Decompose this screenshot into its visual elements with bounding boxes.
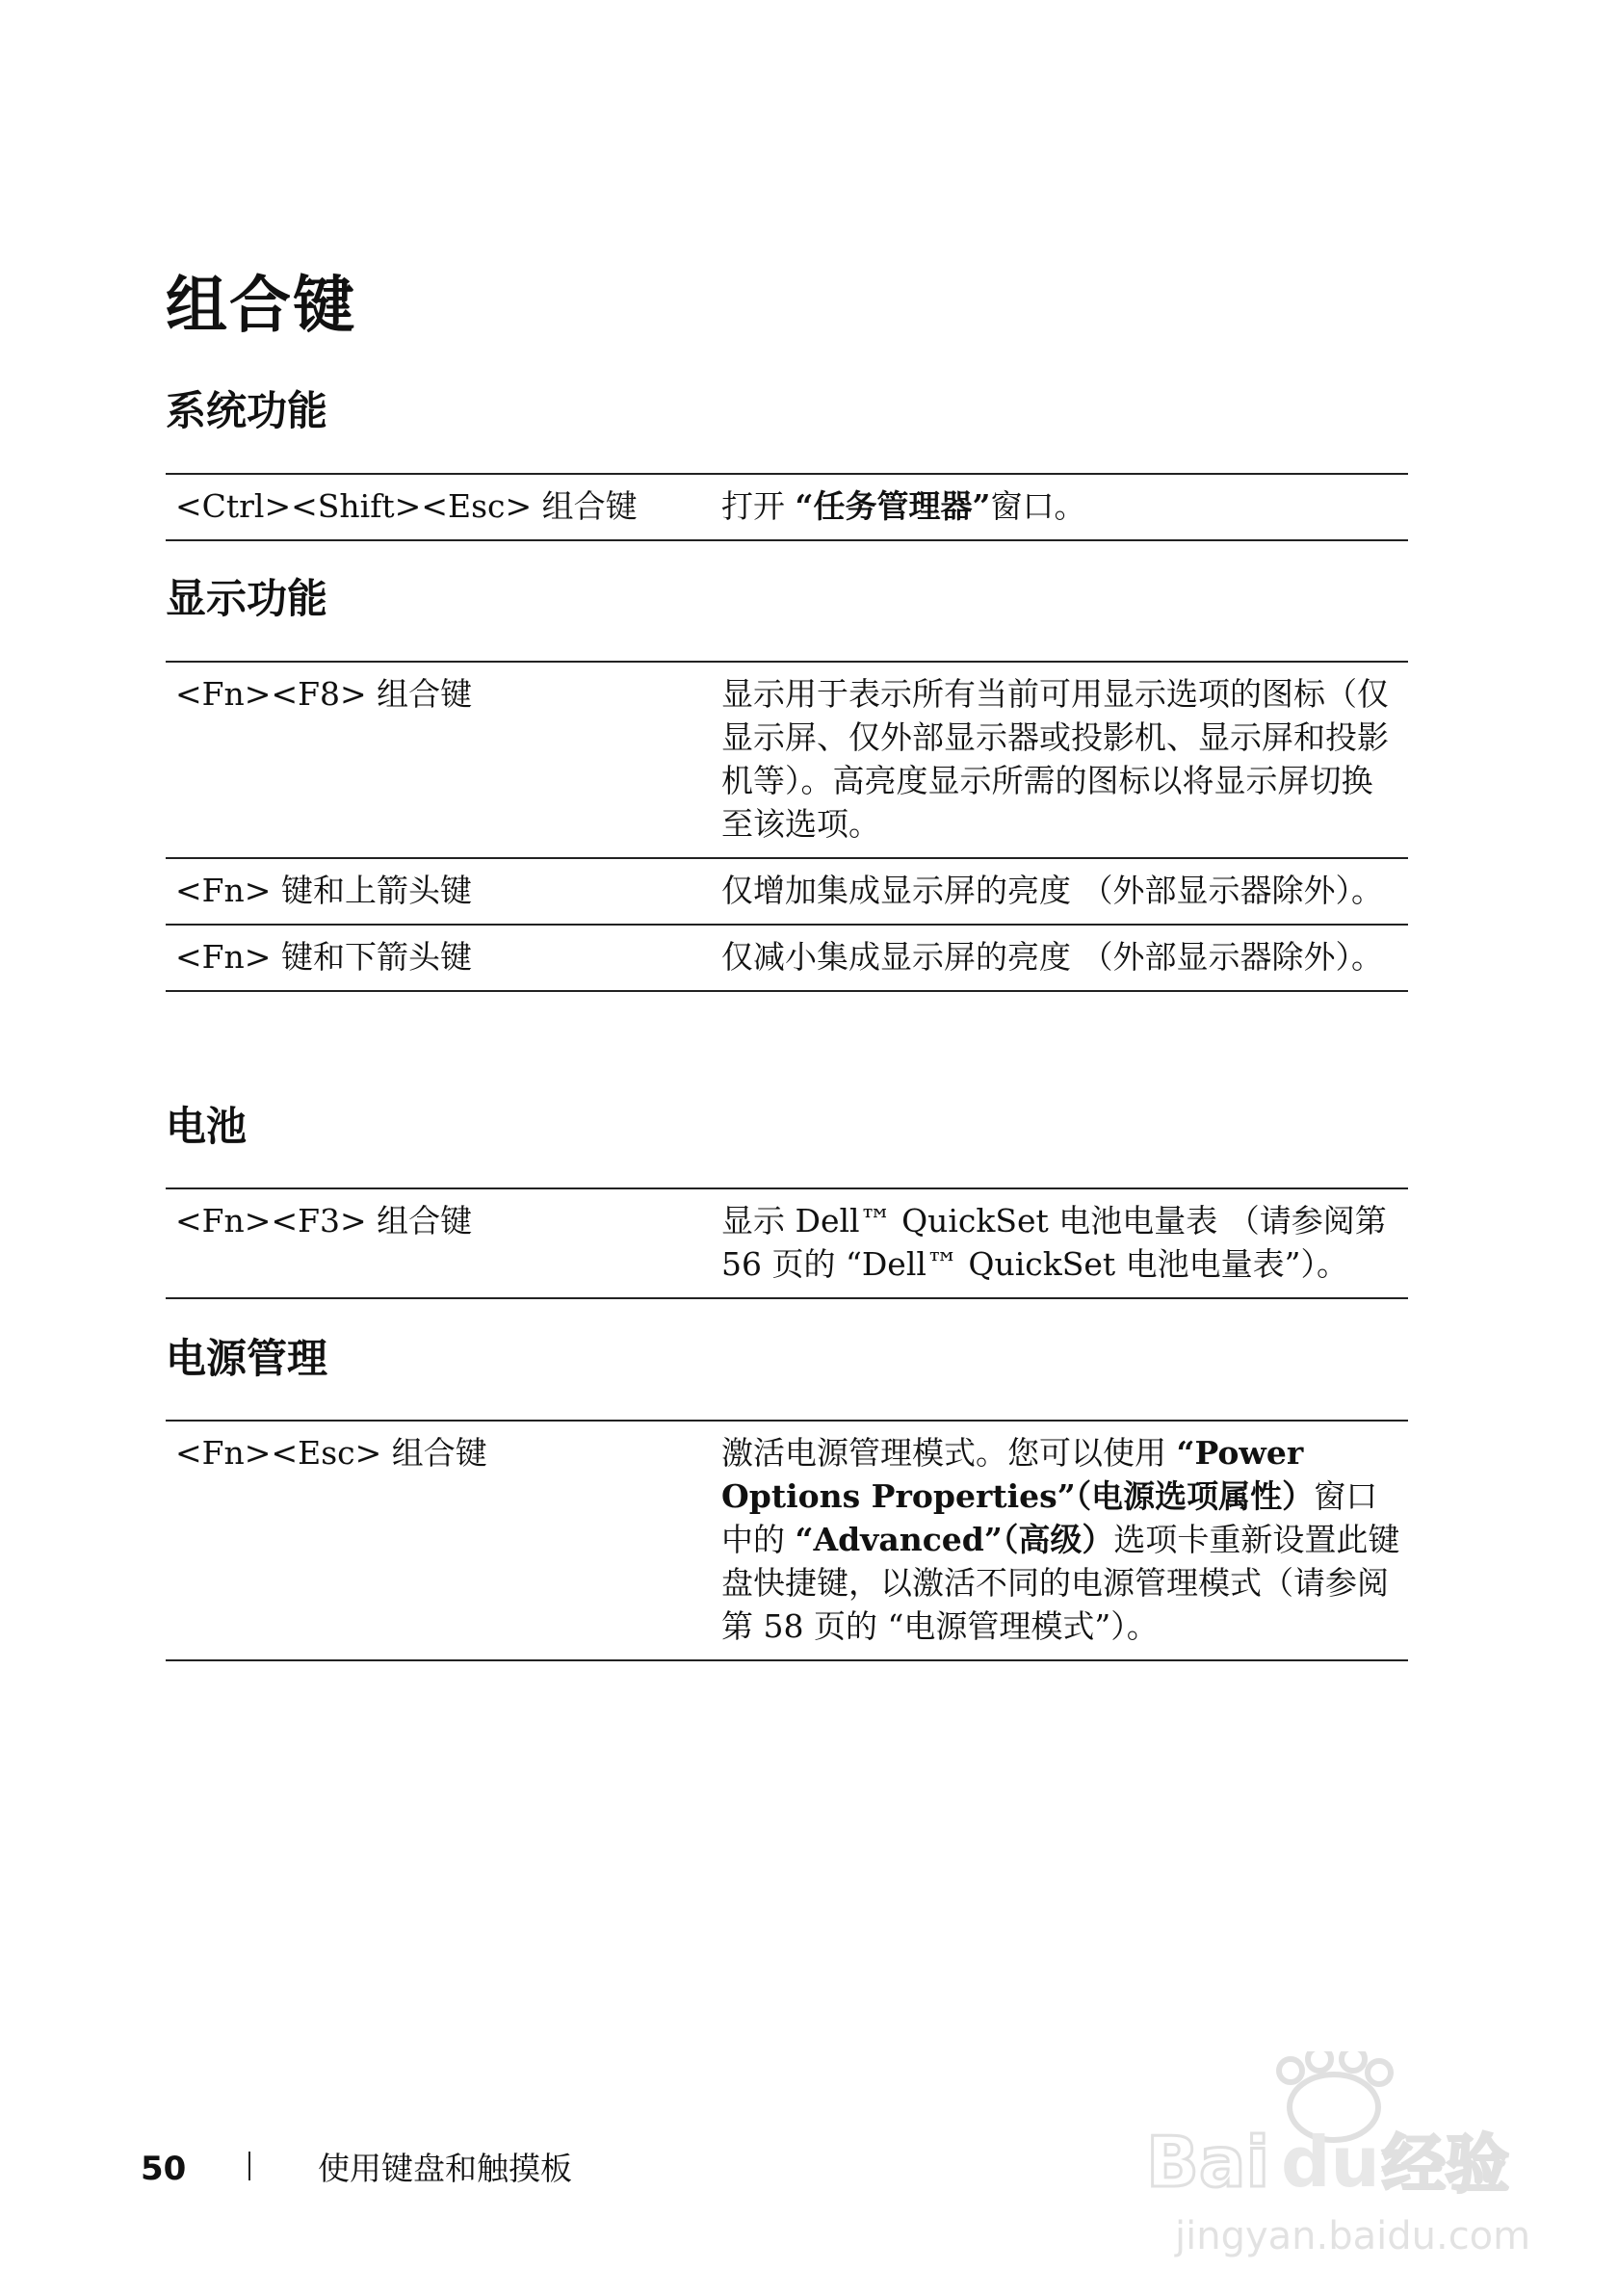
key-description: [710, 662, 1408, 858]
table-body: [166, 662, 1408, 991]
svg-text:Bai: Bai: [1146, 2122, 1270, 2203]
table-body: [166, 1188, 1408, 1298]
page-title: 组合键: [166, 271, 356, 342]
description-text: 仅减小集成显示屏的亮度 （外部显示器除外）。: [721, 938, 1383, 976]
battery-key-table: [166, 1187, 1408, 1299]
table-body: [166, 1421, 1408, 1660]
key-description: [710, 858, 1408, 925]
key-combo: <Fn><Esc> 组合键: [175, 1434, 487, 1472]
description-text: 窗口中的: [721, 1477, 1378, 1558]
page-number: 50: [141, 2150, 187, 2188]
table-row: [166, 1188, 1408, 1298]
section-heading-power: 电源管理: [166, 1335, 328, 1382]
table-row: [166, 858, 1408, 925]
display-key-table: [166, 661, 1408, 992]
table-row: [166, 1421, 1408, 1660]
key-combo: <Fn> 键和上箭头键: [175, 872, 472, 909]
description-text: 选项卡重新设置此键盘快捷键，以激活不同的电源管理模式（请参阅第 58 页的 “电源管理模式”）。: [721, 1521, 1400, 1645]
key-combo: <Fn> 键和下箭头键: [175, 938, 472, 976]
key-description: [710, 1188, 1408, 1298]
emphasis-text: “Power Options Properties”（电源选项属性）: [721, 1434, 1315, 1515]
description-text: 仅增加集成显示屏的亮度 （外部显示器除外）。: [721, 872, 1383, 909]
description-text: 显示用于表示所有当前可用显示选项的图标（仅显示屏、仅外部显示器或投影机、显示屏和投影机等）。高亮度显示所需的图标以将显示屏切换至该选项。: [721, 675, 1389, 843]
section-heading-display: 显示功能: [166, 575, 328, 622]
section-heading-battery: 电池: [166, 1103, 248, 1150]
emphasis-text: “任务管理器”: [795, 487, 991, 525]
svg-text:jingyan.baidu.com: jingyan.baidu.com: [1175, 2214, 1531, 2258]
key-description: [710, 474, 1408, 540]
baidu-jingyan-watermark: [1136, 2051, 1541, 2263]
key-combo: <Ctrl><Shift><Esc> 组合键: [175, 487, 638, 525]
power-key-table: [166, 1420, 1408, 1661]
footer-divider: [248, 2152, 250, 2180]
system-key-table: [166, 473, 1408, 541]
emphasis-text: “Advanced”（高级）: [795, 1521, 1114, 1558]
table-body: [166, 474, 1408, 540]
key-combo: <Fn><F8> 组合键: [175, 675, 473, 713]
key-description: [710, 925, 1408, 991]
description-text: 显示 Dell™ QuickSet 电池电量表 （请参阅第 56 页的 “Dell™ QuickSet 电池电量表”）。: [721, 1202, 1387, 1283]
description-text: 窗口。: [990, 487, 1086, 525]
key-description: [710, 1421, 1408, 1660]
chapter-title: 使用键盘和触摸板: [318, 2150, 572, 2187]
section-heading-system: 系统功能: [166, 387, 328, 434]
table-row: [166, 474, 1408, 540]
svg-text:du: du: [1281, 2122, 1380, 2203]
svg-text:经验: 经验: [1382, 2127, 1509, 2202]
table-row: [166, 662, 1408, 858]
description-text: 打开: [721, 487, 796, 525]
key-combo: <Fn><F3> 组合键: [175, 1202, 473, 1239]
table-row: [166, 925, 1408, 991]
description-text: 激活电源管理模式。您可以使用: [721, 1434, 1177, 1472]
